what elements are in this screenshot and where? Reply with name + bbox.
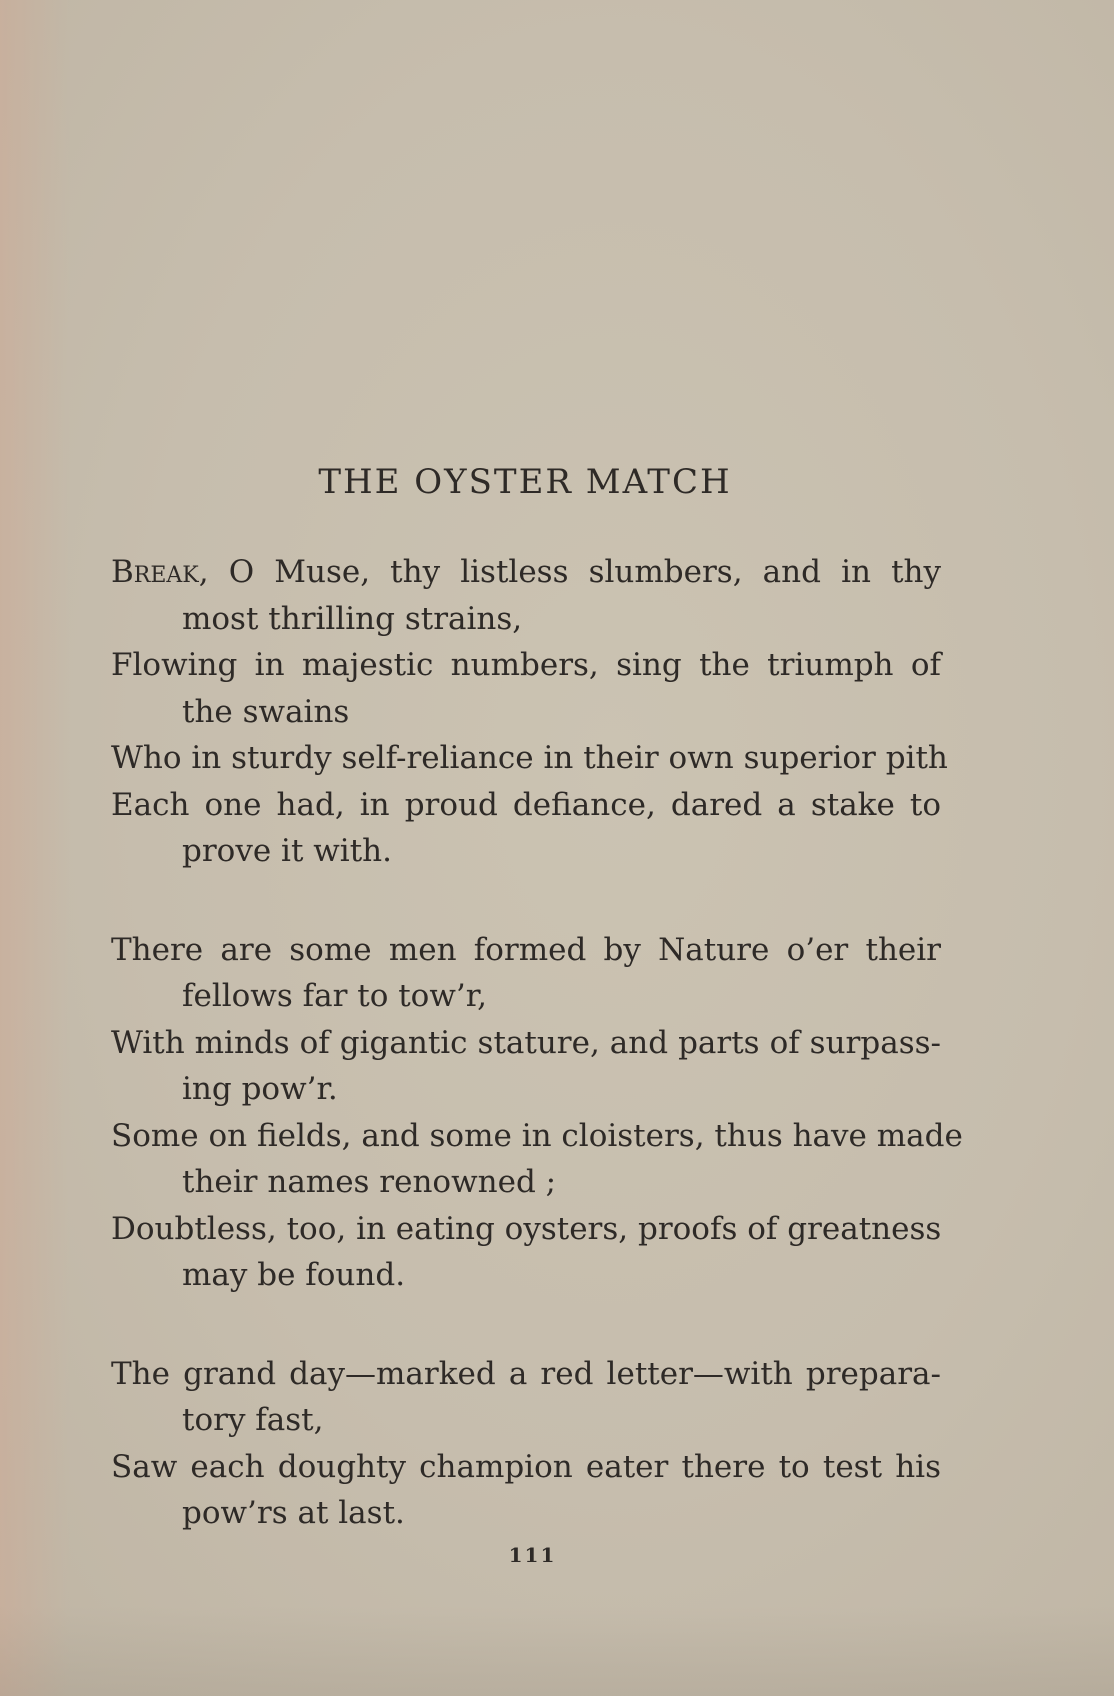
poem-line-continuation: may be found.: [182, 1257, 406, 1293]
stanza-2: [111, 927, 963, 1299]
poem-body: [111, 549, 963, 1589]
scan-edge-shading: [0, 0, 70, 1696]
poem-line-continuation: tory fast,: [182, 1402, 324, 1438]
opening-word: Break,: [111, 554, 209, 590]
poem-line-continuation: the swains: [182, 693, 350, 730]
poem-line-continuation: pow’rs at last.: [182, 1495, 405, 1531]
poem-line: Break, O Muse, thy listless slumbers, and in thy: [111, 554, 942, 590]
poem-line: Some on fields, and some in cloisters, thus have made: [111, 1117, 963, 1154]
page-number: 111: [508, 1543, 557, 1567]
poem-line: With minds of gigantic stature, and parts of surpass-: [111, 1024, 941, 1061]
poem-line: Doubtless, too, in eating oysters, proofs of greatness: [111, 1210, 942, 1247]
poem-line-continuation: prove it with.: [182, 833, 392, 869]
poem-line: Flowing in majestic numbers, sing the triumph of: [111, 647, 941, 683]
poem-line: Who in sturdy self-reliance in their own superior pith: [111, 740, 948, 776]
poem-title: THE OYSTER MATCH: [318, 462, 732, 502]
poem-line-continuation: most thrilling strains,: [182, 600, 523, 637]
poem-line: The grand day—marked a red letter—with prepara-: [111, 1355, 941, 1392]
stanza-3: [111, 1351, 941, 1537]
poem-line-continuation: ing pow’r.: [182, 1071, 338, 1107]
poem-line: Each one had, in proud defiance, dared a stake to: [111, 786, 941, 823]
stanza-1: [111, 549, 948, 875]
scan-bottom-shading: [0, 1606, 1114, 1696]
poem-line-continuation: their names renowned ;: [182, 1164, 557, 1200]
poem-line: Saw each doughty champion eater there to test his: [111, 1448, 941, 1485]
poem-line: There are some men formed by Nature o’er their: [111, 931, 941, 968]
poem-line-continuation: fellows far to tow’r,: [182, 978, 487, 1014]
